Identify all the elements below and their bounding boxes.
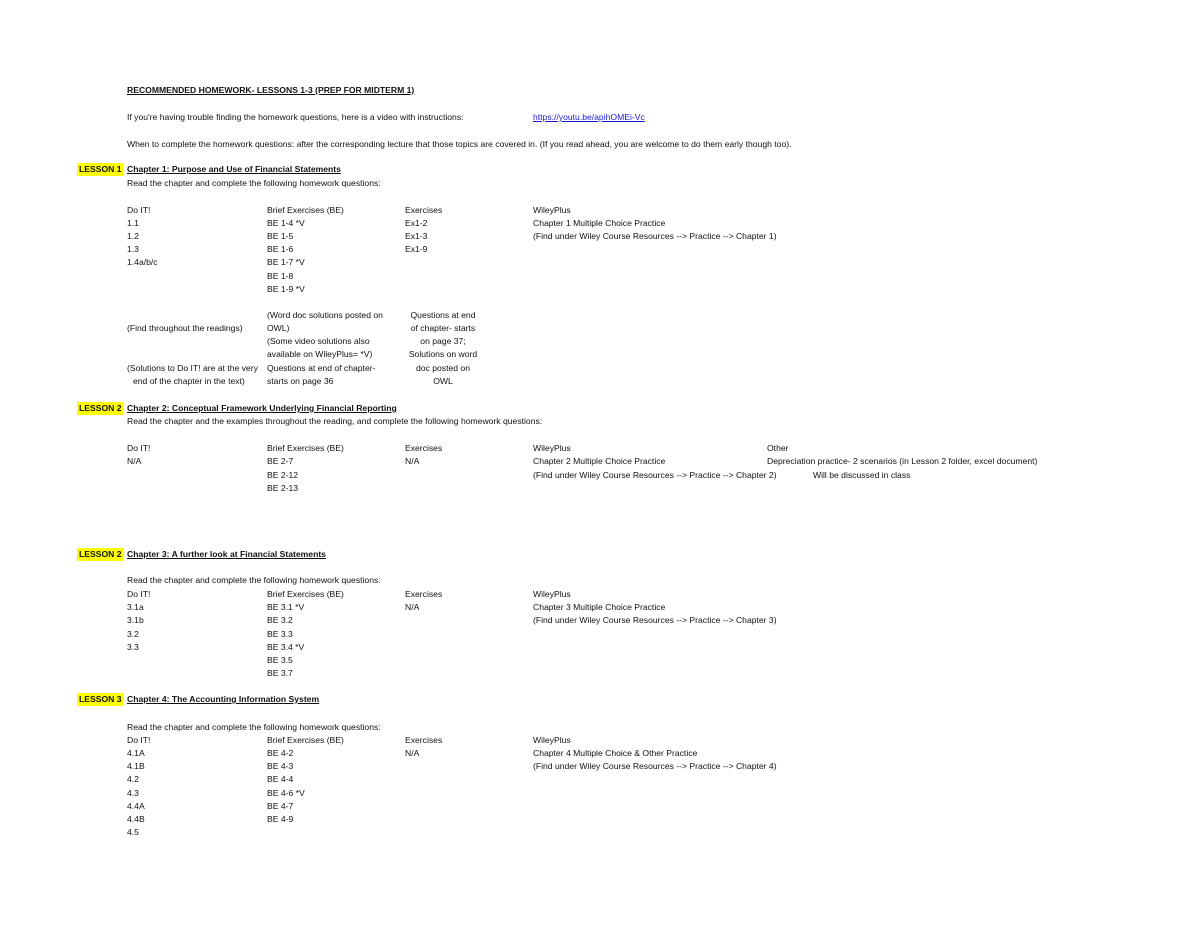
exercise-note: of chapter- starts	[410, 323, 476, 333]
chapter-3-title: Chapter 3: A further look at Financial Statements	[127, 549, 326, 559]
be-note: starts on page 36	[267, 376, 334, 386]
col-header-be: Brief Exercises (BE)	[267, 205, 344, 215]
be-note: (Some video solutions also	[267, 336, 370, 346]
col-header-wileyplus: WileyPlus	[533, 443, 571, 453]
exercise-item: N/A	[405, 748, 420, 758]
chapter-1-title: Chapter 1: Purpose and Use of Financial Statements	[127, 164, 341, 174]
video-link[interactable]: https://youtu.be/apihOMEi-Vc	[533, 112, 645, 122]
wileyplus-item: (Find under Wiley Course Resources --> Practice --> Chapter 1)	[533, 231, 777, 241]
col-header-doit: Do IT!	[127, 443, 151, 453]
wileyplus-item: (Find under Wiley Course Resources --> Practice --> Chapter 4)	[533, 761, 777, 771]
doit-item: 3.1a	[127, 602, 144, 612]
be-item: BE 1-9 *V	[267, 284, 305, 294]
wileyplus-item: Chapter 2 Multiple Choice Practice	[533, 456, 666, 466]
be-item: BE 1-7 *V	[267, 257, 305, 267]
col-header-wileyplus: WileyPlus	[533, 735, 571, 745]
exercise-note: OWL	[433, 376, 453, 386]
be-item: BE 4-7	[267, 801, 294, 811]
wileyplus-item: Chapter 4 Multiple Choice & Other Practice	[533, 748, 698, 758]
lesson-3-tag: LESSON 3	[79, 694, 122, 704]
col-header-be: Brief Exercises (BE)	[267, 589, 344, 599]
be-note: available on WileyPlus= *V)	[267, 349, 373, 359]
chapter-3-instructions: Read the chapter and complete the following homework questions:	[127, 575, 381, 585]
doit-item: 4.1A	[127, 748, 145, 758]
exercise-note: Questions at end	[410, 310, 476, 320]
video-instructions-text: If you're having trouble finding the homework questions, here is a video with instructions:	[127, 112, 464, 122]
doit-item: 4.5	[127, 827, 139, 837]
doit-item: 4.1B	[127, 761, 145, 771]
doit-item: 4.2	[127, 774, 139, 784]
wileyplus-item: Chapter 1 Multiple Choice Practice	[533, 218, 666, 228]
col-header-doit: Do IT!	[127, 735, 151, 745]
doit-item: 3.2	[127, 629, 139, 639]
be-item: BE 4-4	[267, 774, 294, 784]
be-item: BE 4-2	[267, 748, 294, 758]
be-item: BE 2-7	[267, 456, 294, 466]
be-item: BE 2-12	[267, 470, 299, 480]
wileyplus-item: Chapter 3 Multiple Choice Practice	[533, 602, 666, 612]
be-item: BE 3.3	[267, 629, 293, 639]
be-item: BE 4-6 *V	[267, 788, 305, 798]
page-title: RECOMMENDED HOMEWORK- LESSONS 1-3 (PREP FOR MIDTERM 1)	[127, 85, 415, 95]
col-header-be: Brief Exercises (BE)	[267, 735, 344, 745]
exercise-note: on page 37;	[420, 336, 466, 346]
doit-note-solutions: (Solutions to Do IT! are at the very	[127, 363, 258, 373]
doit-item: 1.4a/b/c	[127, 257, 158, 267]
lesson-1-tag: LESSON 1	[79, 164, 122, 174]
be-item: BE 2-13	[267, 483, 299, 493]
exercise-item: N/A	[405, 602, 420, 612]
doit-note-find: (Find throughout the readings)	[127, 323, 243, 333]
col-header-exercises: Exercises	[405, 443, 443, 453]
chapter-1-instructions: Read the chapter and complete the following homework questions:	[127, 178, 381, 188]
col-header-be: Brief Exercises (BE)	[267, 443, 344, 453]
lesson-2b-tag: LESSON 2	[79, 549, 122, 559]
exercise-item: Ex1-9	[405, 244, 428, 254]
chapter-2-title: Chapter 2: Conceptual Framework Underlying Financial Reporting	[127, 403, 397, 413]
exercise-item: N/A	[405, 456, 420, 466]
chapter-4-title: Chapter 4: The Accounting Information System	[127, 694, 320, 704]
be-item: BE 3.1 *V	[267, 602, 305, 612]
be-item: BE 4-3	[267, 761, 294, 771]
doit-item: 3.3	[127, 642, 139, 652]
be-item: BE 3.7	[267, 668, 293, 678]
doit-note-solutions: end of the chapter in the text)	[133, 376, 245, 386]
other-item: Will be discussed in class	[813, 470, 911, 480]
wileyplus-item: (Find under Wiley Course Resources --> Practice --> Chapter 3)	[533, 615, 777, 625]
col-header-wileyplus: WileyPlus	[533, 589, 571, 599]
be-item: BE 1-8	[267, 271, 294, 281]
col-header-doit: Do IT!	[127, 589, 151, 599]
chapter-2-instructions: Read the chapter and the examples throughout the reading, and complete the following homework questions:	[127, 416, 543, 426]
col-header-wileyplus: WileyPlus	[533, 205, 571, 215]
be-note: (Word doc solutions posted on	[267, 310, 383, 320]
be-note: OWL)	[267, 323, 290, 333]
chapter-4-instructions: Read the chapter and complete the following homework questions:	[127, 722, 381, 732]
be-note: Questions at end of chapter-	[267, 363, 376, 373]
exercise-note: Solutions on word	[408, 349, 478, 359]
be-item: BE 3.4 *V	[267, 642, 305, 652]
be-item: BE 1-5	[267, 231, 294, 241]
be-item: BE 3.5	[267, 655, 293, 665]
col-header-doit: Do IT!	[127, 205, 151, 215]
col-header-exercises: Exercises	[405, 735, 443, 745]
col-header-exercises: Exercises	[405, 205, 443, 215]
doit-item: 4.4A	[127, 801, 145, 811]
be-item: BE 1-4 *V	[267, 218, 305, 228]
doit-item: 1.1	[127, 218, 139, 228]
exercise-item: Ex1-3	[405, 231, 428, 241]
doit-item: 1.3	[127, 244, 139, 254]
doit-item: 1.2	[127, 231, 139, 241]
col-header-other: Other	[767, 443, 789, 453]
when-to-complete-text: When to complete the homework questions: after the corresponding lecture that those topics are covered in. (If you read ahead, you are welcome to do them early though too).	[127, 139, 792, 149]
be-item: BE 3.2	[267, 615, 293, 625]
exercise-item: Ex1-2	[405, 218, 428, 228]
doit-item: 4.3	[127, 788, 139, 798]
doit-item: 4.4B	[127, 814, 145, 824]
wileyplus-item: (Find under Wiley Course Resources --> Practice --> Chapter 2)	[533, 470, 777, 480]
doit-item: 3.1b	[127, 615, 144, 625]
be-item: BE 1-6	[267, 244, 294, 254]
other-item: Depreciation practice- 2 scenarios (in Lesson 2 folder, excel document)	[767, 456, 1038, 466]
lesson-2-tag: LESSON 2	[79, 403, 122, 413]
be-item: BE 4-9	[267, 814, 294, 824]
col-header-exercises: Exercises	[405, 589, 443, 599]
doit-item: N/A	[127, 456, 142, 466]
exercise-note: doc posted on	[416, 363, 470, 373]
